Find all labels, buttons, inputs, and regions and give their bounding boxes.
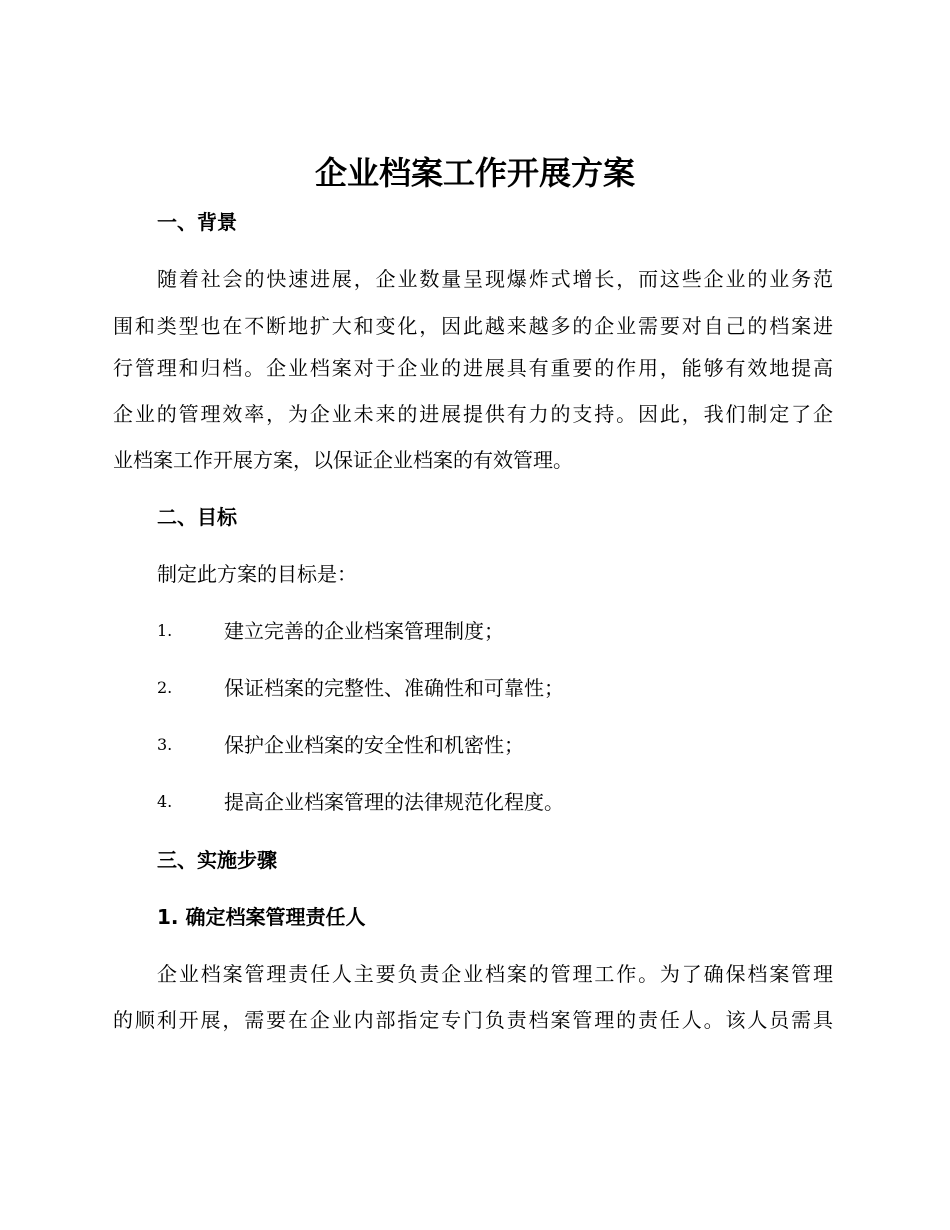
- list-item-text: 保证档案的完整性、准确性和可靠性；: [224, 676, 564, 700]
- goals-intro: 制定此方案的目标是：: [157, 562, 357, 586]
- section-heading-steps: 三、实施步骤: [157, 848, 277, 872]
- paragraph-line: 企业的管理效率，为企业未来的进展提供有力的支持。因此，我们制定了企: [113, 402, 833, 426]
- list-item-text: 提高企业档案管理的法律规范化程度。: [224, 790, 564, 814]
- paragraph-line: 企业档案管理责任人主要负责企业档案的管理工作。为了确保档案管理: [157, 962, 833, 986]
- section-heading-background: 一、背景: [157, 210, 237, 234]
- list-item-text: 建立完善的企业档案管理制度；: [224, 619, 504, 643]
- subsection-heading: 1. 确定档案管理责任人: [157, 905, 366, 929]
- paragraph-line: 的顺利开展，需要在企业内部指定专门负责档案管理的责任人。该人员需具: [113, 1008, 833, 1032]
- paragraph-line: 行管理和归档。企业档案对于企业的进展具有重要的作用，能够有效地提高: [113, 356, 833, 380]
- list-item-number: 3.: [157, 735, 173, 754]
- list-item-number: 1.: [157, 621, 173, 640]
- list-item-text: 保护企业档案的安全性和机密性；: [224, 733, 524, 757]
- paragraph-line: 业档案工作开展方案，以保证企业档案的有效管理。: [113, 448, 573, 472]
- paragraph-line: 围和类型也在不断地扩大和变化，因此越来越多的企业需要对自己的档案进: [113, 314, 833, 338]
- list-item-number: 2.: [157, 678, 173, 697]
- paragraph-line: 随着社会的快速进展，企业数量呈现爆炸式增长，而这些企业的业务范: [157, 267, 833, 291]
- document-title: 企业档案工作开展方案: [314, 154, 635, 192]
- section-heading-goals: 二、目标: [157, 505, 237, 529]
- list-item-number: 4.: [157, 792, 173, 811]
